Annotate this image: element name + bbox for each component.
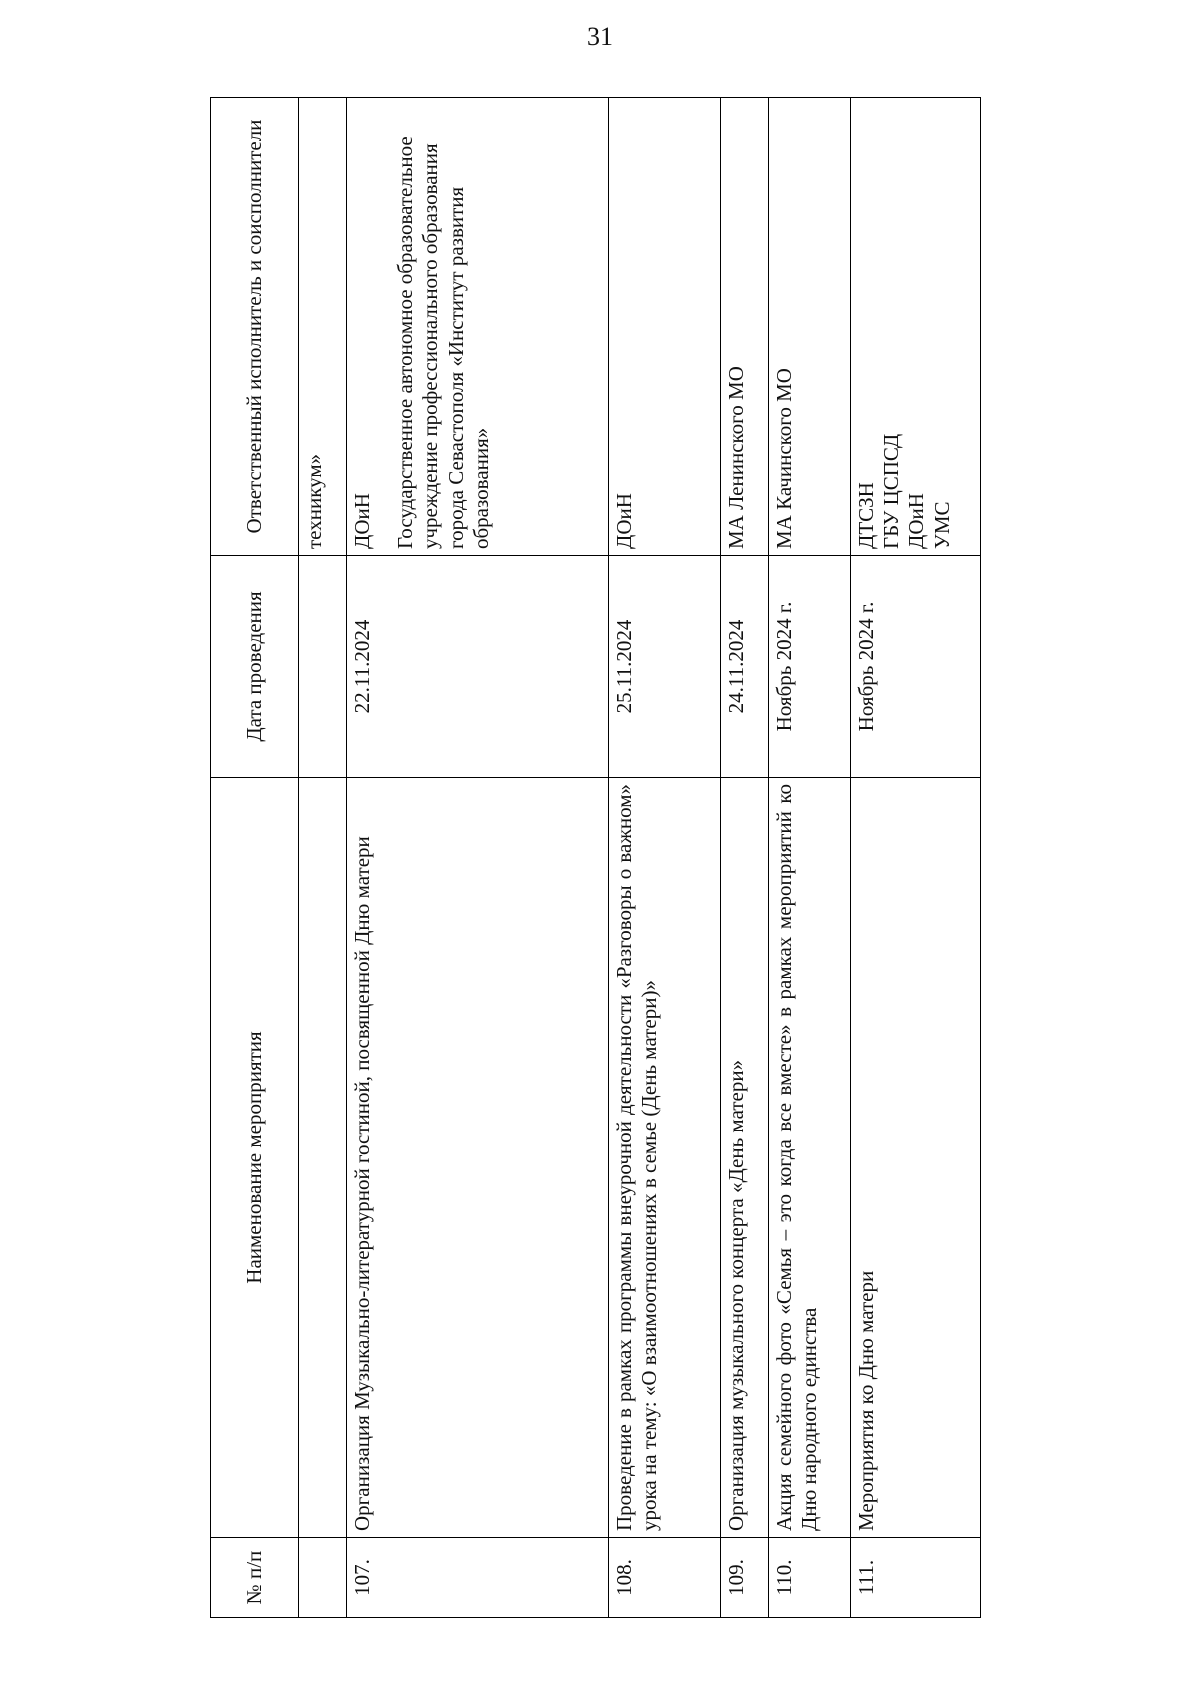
row-num: 110. [769,1538,851,1618]
responsible-spacer [375,104,393,549]
header-name: Наименование мероприятия [211,778,299,1538]
row-responsible [721,98,769,556]
table-row [769,98,851,1618]
row-date: 24.11.2024 [721,556,769,778]
row-name [299,778,347,1538]
row-responsible [851,98,981,556]
row-date [299,556,347,778]
row-num: 109. [721,1538,769,1618]
row-name: Мероприятия ко Дню матери [851,778,981,1538]
row-responsible [609,98,721,556]
row-num: 111. [851,1538,981,1618]
row-responsible [347,98,609,556]
row-date: Ноябрь 2024 г. [851,556,981,778]
rotated-table-wrapper [210,98,1042,1618]
responsible-line: ДОиН [612,493,636,549]
row-num [299,1538,347,1618]
header-date: Дата проведения [211,556,299,778]
responsible-line: УМС [929,501,954,549]
table-row [609,98,721,1618]
row-name: Проведение в рамках программы внеурочной деятельности «Разговоры о важном» урока на тему: «О взаимоотношениях в семье (День матери)» [609,778,721,1538]
row-responsible [299,98,347,556]
row-name: Организация Музыкально-литературной гостиной, посвященной Дню матери [347,778,609,1538]
responsible-line: ДОиН [904,493,929,549]
row-date: Ноябрь 2024 г. [769,556,851,778]
responsible-line: ДТСЗН [854,482,878,549]
row-num: 107. [347,1538,609,1618]
table-row [299,98,347,1618]
responsible-line: МА Ленинского МО [724,366,748,549]
table-row [851,98,981,1618]
table-header-row [211,98,299,1618]
responsible-line: ДОиН [350,493,374,549]
responsible-line: ГБУ ЦСПСД [879,433,904,549]
page-number: 31 [587,22,613,51]
row-date: 25.11.2024 [609,556,721,778]
row-date: 22.11.2024 [347,556,609,778]
row-responsible [769,98,851,556]
table-row [721,98,769,1618]
row-name: Акция семейного фото «Семья – это когда все вместе» в рамках мероприятий ко Дню народного единства [769,778,851,1538]
responsible-line: Государственное автономное образовательное учреждение профессионального образования города Севастополя «Институт развития образования» [393,136,493,549]
row-name: Организация музыкального концерта «День матери» [721,778,769,1538]
table-row [347,98,609,1618]
header-responsible: Ответственный исполнитель и соисполнители [211,98,299,556]
header-num: № п/п [211,1538,299,1618]
events-table [210,97,981,1618]
row-num: 108. [609,1538,721,1618]
responsible-line: техникум» [302,453,326,549]
responsible-line: МА Качинского МО [772,368,796,549]
